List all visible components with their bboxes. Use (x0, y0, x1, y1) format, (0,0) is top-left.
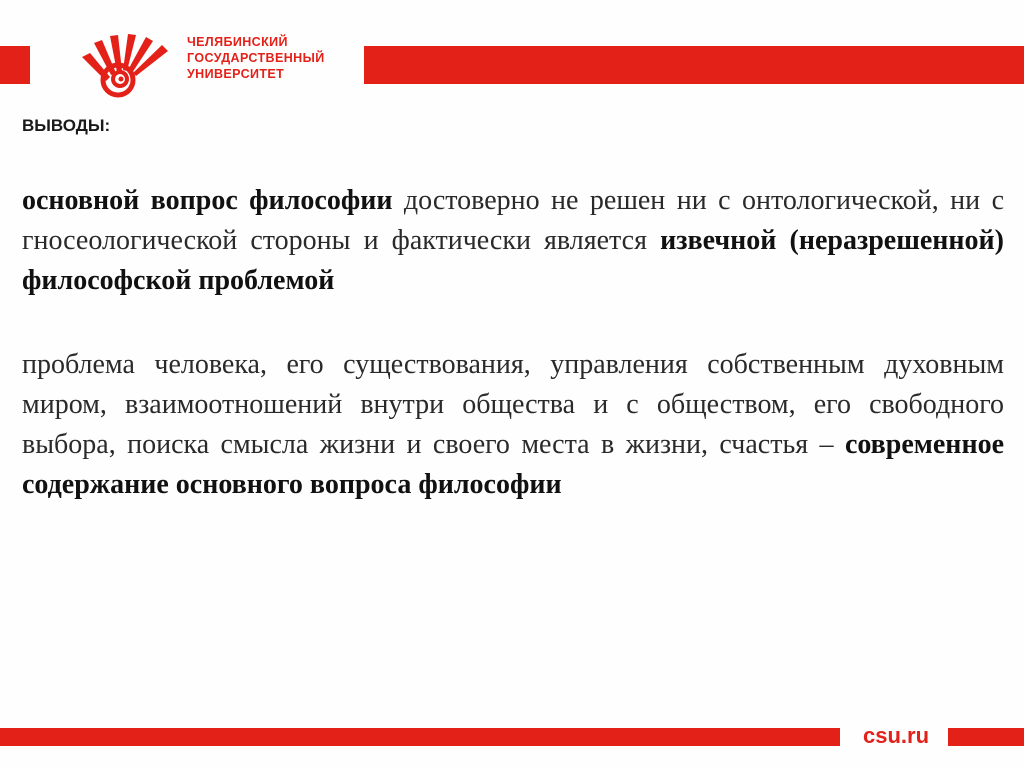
p1-text-1: достоверно не решен ни с онтологической, ни с гносеологической стороны и фактически является (22, 185, 1004, 256)
site-link[interactable]: csu.ru (862, 723, 930, 748)
p1-bold-2: извечной (неразрешенной) философской проблемой (22, 225, 1004, 296)
p2-text-1: проблема человека, его существования, управления собственным духовным миром, взаимоотношений внутри общества и с обществом, его свободного выбора, поиска смысла жизни и своего места в жизни, счастья – (22, 349, 1004, 460)
conclusion-paragraph-2 (22, 345, 1004, 505)
footer-left-red-bar (0, 728, 840, 746)
conclusion-paragraph-1 (22, 181, 1004, 301)
university-name-line-3: УНИВЕРСИТЕТ (187, 67, 285, 81)
university-logo-icon (80, 33, 175, 98)
conclusions-heading: ВЫВОДЫ: (22, 116, 111, 135)
header-left-red-bar (0, 46, 30, 84)
footer-right-red-bar (948, 728, 1024, 746)
university-name-line-1: ЧЕЛЯБИНСКИЙ (187, 35, 288, 49)
p1-bold-1: основной вопрос философии (22, 185, 393, 216)
university-name (187, 34, 325, 82)
header-right-red-bar (364, 46, 1024, 84)
university-name-line-2: ГОСУДАРСТВЕННЫЙ (187, 51, 325, 65)
p2-bold-1: современное содержание основного вопроса философии (22, 429, 1004, 500)
